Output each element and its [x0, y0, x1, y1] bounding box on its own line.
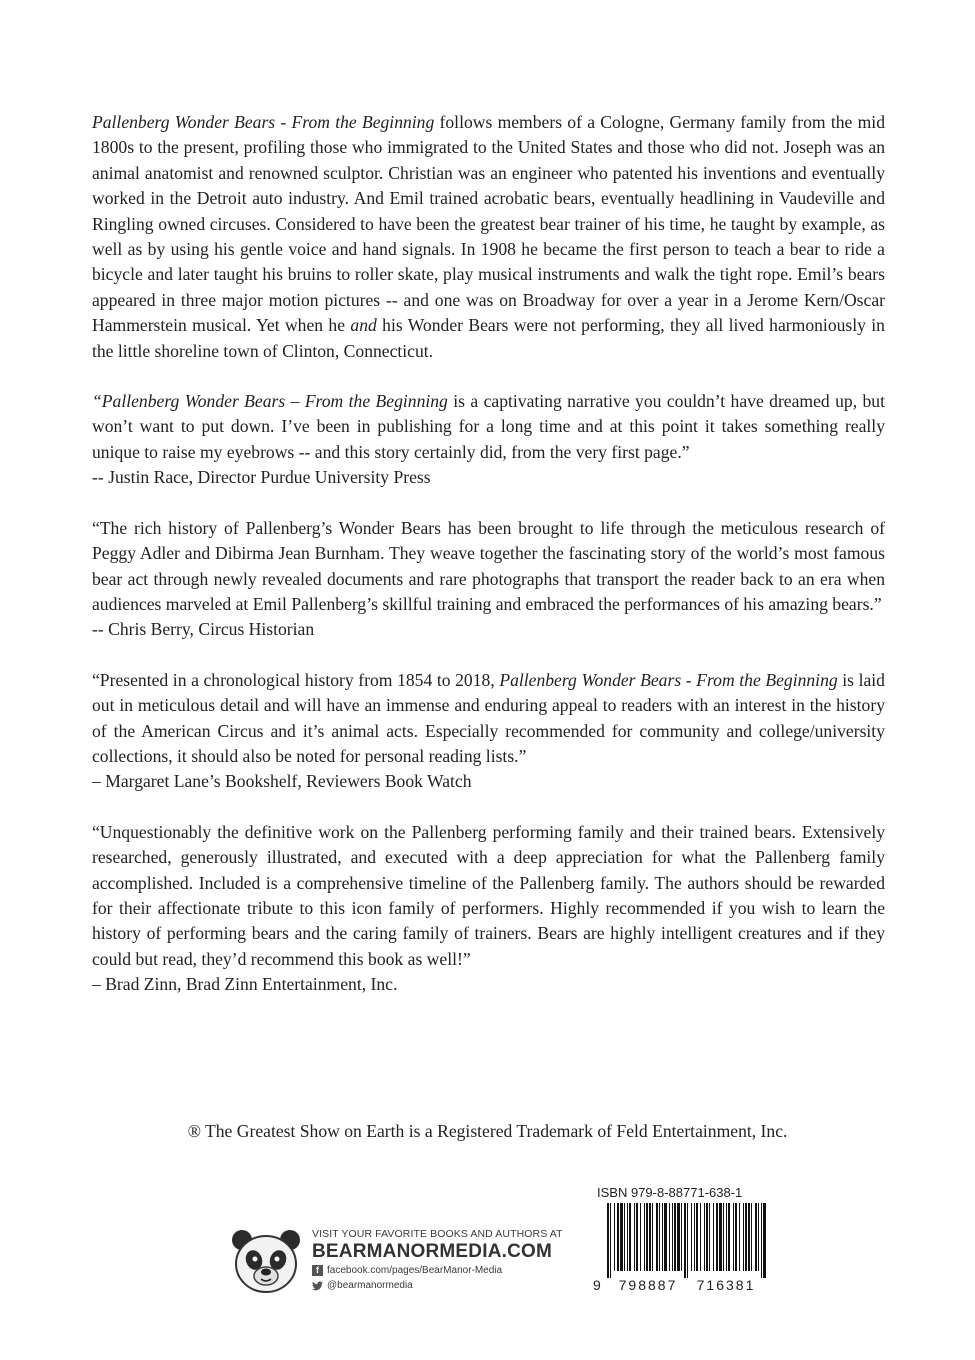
- barcode-digits: [593, 1277, 773, 1293]
- twitter-bird-icon: [312, 1281, 323, 1291]
- barcode-bar: [636, 1203, 638, 1271]
- twitter-row[interactable]: [312, 1278, 563, 1293]
- facebook-row[interactable]: [312, 1263, 563, 1278]
- barcode-digit-lead: 9: [593, 1277, 601, 1293]
- review-3-italic-title: Pallenberg Wonder Bears - From the Beginning: [499, 669, 838, 690]
- trademark-notice: ® The Greatest Show on Earth is a Registered Trademark of Feld Entertainment, Inc.: [187, 1121, 788, 1141]
- review-1-italic-lead: “Pallenberg Wonder Bears – From the Beginning: [92, 391, 448, 412]
- barcode-bar: [696, 1203, 698, 1271]
- barcode-box: [593, 1203, 773, 1298]
- barcode-bar: [674, 1203, 676, 1271]
- review-1-text: is a captivating narrative you couldn’t have dreamed up, but won’t want to put down. I’ve been in publishing for a long time and at this point it takes something really unique to raise my eyebrows -- and this story certainly did, from the very first page.”: [92, 391, 885, 462]
- barcode-digit-right-group: 716381: [696, 1277, 756, 1293]
- barcode-bar: [617, 1203, 619, 1271]
- barcode-bar: [719, 1203, 722, 1271]
- barcode-bar: [758, 1203, 759, 1271]
- review-quote-2: “The rich history of Pallenberg’s Wonder Bears has been brought to life through the meticulous research of Peggy Adler and Dibirma Jean Burnham. They weave together the fascinating story of the world’s most famous bear act through newly revealed documents and rare photographs that transport the reader back to an era when audiences marveled at Emil Pallenberg’s skillful training and embraced the performances of his amazing bears.”: [92, 517, 885, 614]
- barcode-bar: [659, 1203, 660, 1271]
- barcode-bar: [706, 1203, 708, 1271]
- barcode-bar: [763, 1203, 766, 1278]
- barcode-bar: [713, 1203, 714, 1271]
- barcode-bar: [652, 1203, 653, 1271]
- panda-bear-logo-icon: [228, 1224, 304, 1300]
- barcode-bar: [681, 1203, 682, 1271]
- barcode-bar: [739, 1203, 740, 1271]
- twitter-handle[interactable]: @bearmanormedia: [327, 1280, 413, 1291]
- barcode-bar: [704, 1203, 705, 1271]
- barcode-bar: [664, 1203, 667, 1271]
- review-3-text-b: is laid out in meticulous detail and will have an immense and enduring appeal to readers with an interest in the history of the American Circus and it’s animal acts. Especially recommended for community and college/university collections, it should also be noted for personal reading lists.”: [92, 669, 885, 766]
- barcode-bar: [728, 1203, 730, 1271]
- barcode-bar: [607, 1203, 609, 1278]
- barcode-bar: [677, 1203, 680, 1271]
- barcode-bar: [735, 1203, 737, 1271]
- publisher-website[interactable]: BEARMANORMEDIA.COM: [312, 1241, 553, 1262]
- barcode-bar: [694, 1203, 695, 1271]
- barcode-bar: [691, 1203, 692, 1271]
- barcode-bar: [755, 1203, 757, 1271]
- book-title-italic: Pallenberg Wonder Bears - From the Beginning: [92, 112, 435, 132]
- barcode-bar: [672, 1203, 673, 1271]
- barcode-bar: [649, 1203, 651, 1271]
- isbn-number: ISBN 979-8-88771-638-1: [597, 1185, 743, 1200]
- review-1-attribution: -- Justin Race, Director Purdue University Press: [92, 467, 431, 488]
- barcode-bar: [687, 1203, 688, 1278]
- barcode-bar: [620, 1203, 623, 1271]
- barcode-bar: [662, 1203, 663, 1271]
- facebook-link[interactable]: facebook.com/pages/BearManor-Media: [327, 1265, 503, 1276]
- barcode-bar: [700, 1203, 701, 1271]
- barcode-bars: [593, 1203, 773, 1278]
- isbn-barcode: [593, 1183, 773, 1303]
- barcode-bar: [644, 1203, 645, 1271]
- description-and-italic: and: [350, 315, 377, 336]
- barcode-bar: [669, 1203, 670, 1271]
- barcode-digit-left-group: 798887: [618, 1277, 678, 1293]
- barcode-bar: [709, 1203, 710, 1271]
- book-description: [92, 110, 885, 364]
- review-3-text-a: “Presented in a chronological history from 1854 to 2018,: [92, 669, 500, 690]
- description-text-b: his Wonder Bears were not performing, they all lived harmoniously in the little shoreline town of Clinton, Connecticut.: [92, 315, 885, 361]
- barcode-bar: [745, 1203, 747, 1271]
- barcode-bar: [610, 1203, 611, 1278]
- barcode-bar: [624, 1203, 625, 1271]
- publisher-block: [228, 1222, 588, 1312]
- barcode-bar: [743, 1203, 744, 1271]
- barcode-bar: [733, 1203, 734, 1271]
- barcode-bar: [723, 1203, 724, 1271]
- barcode-bar: [646, 1203, 648, 1271]
- back-cover-text: [92, 110, 885, 998]
- review-4-attribution: – Brad Zinn, Brad Zinn Entertainment, Inc.: [92, 974, 398, 995]
- publisher-visit-text: VISIT YOUR FAVORITE BOOKS AND AUTHORS AT: [312, 1228, 563, 1240]
- description-text-a: follows members of a Cologne, Germany family from the mid 1800s to the present, profiling those who immigrated to the United States and those who did not. Joseph was an animal anatomist and renowned sculptor. Christian was an engineer who patented his inventions and eventually worked in the Detroit auto industry. And Emil trained acrobatic bears, eventually headlining in Vaudeville and Ringling owned circuses. Considered to have been the greatest bear trainer of his time, he taught by example, as well as by using his gentle voice and hand signals. In 1908 he became the first person to teach a bear to ride a bicycle and later taught his bruins to roller skate, play musical instruments and walk the tight rope. Emil’s bears appeared in three major motion pictures -- and one was on Broadway for over a year in a Jerome Kern/Oscar Hammerstein musical. Yet when he: [92, 112, 885, 336]
- barcode-bar: [684, 1203, 686, 1278]
- facebook-icon: f: [312, 1265, 323, 1276]
- barcode-bar: [634, 1203, 635, 1271]
- review-quote-4: “Unquestionably the definitive work on the Pallenberg performing family and their trained bears. Extensively researched, generously illustrated, and executed with a deep appreciation for what the Pallenberg family accomplished. Included is a comprehensive timeline of the Pallenberg family. The authors should be rewarded for their affectionate tribute to this icon family of performers. Highly recommended if you wish to learn the history of performing bears and the caring family of trainers. Bears are highly intelligent creatures and if they could but read, they’d recommend this book as well!”: [92, 821, 885, 969]
- review-quote-1: [92, 389, 885, 465]
- barcode-bar: [726, 1203, 727, 1271]
- review-3-attribution: – Margaret Lane’s Bookshelf, Reviewers Book Watch: [92, 771, 472, 792]
- review-2-attribution: -- Chris Berry, Circus Historian: [92, 619, 315, 640]
- barcode-bar: [627, 1203, 628, 1271]
- barcode-bar: [629, 1203, 631, 1271]
- barcode-bar: [656, 1203, 658, 1271]
- review-quote-3: [92, 668, 885, 770]
- barcode-bar: [614, 1203, 615, 1271]
- barcode-bar: [761, 1203, 762, 1278]
- barcode-bar: [748, 1203, 750, 1271]
- barcode-bar: [751, 1203, 752, 1271]
- barcode-bar: [716, 1203, 718, 1271]
- barcode-bar: [640, 1203, 641, 1271]
